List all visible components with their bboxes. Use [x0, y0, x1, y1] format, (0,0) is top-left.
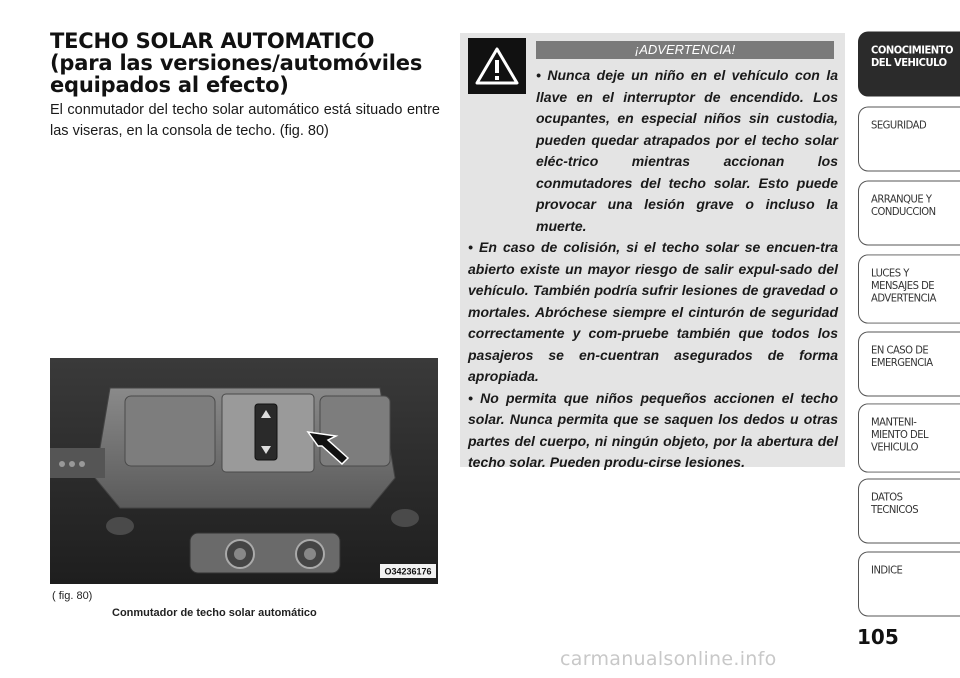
tab-seguridad[interactable]: SEGURIDAD [858, 106, 960, 171]
tab-conocimiento-del-vehiculo[interactable]: CONOCIMIENTO DEL VEHICULO [858, 31, 960, 96]
section-intro: El conmutador del techo solar automático está situado entre las viseras, en la consola de techo. (fig. 80) [50, 102, 440, 139]
tab-mantenimiento[interactable]: MANTENI- MIENTO DEL VEHICULO [858, 403, 960, 472]
figure-ref: ( fig. 80) [52, 590, 93, 602]
section-title: TECHO SOLAR AUTOMATICO (para las versiones/automóviles equipados al efecto) [50, 29, 423, 97]
tab-luces-y-mensajes[interactable]: LUCES Y MENSAJES DE ADVERTENCIA [858, 254, 960, 323]
page-number: 105 [857, 625, 899, 649]
tab-en-caso-de-emergencia[interactable]: EN CASO DE EMERGENCIA [858, 331, 960, 396]
watermark: carmanualsonline.info [560, 648, 777, 670]
warning-bullet: • Nunca deje un niño en el vehículo con la llave en el interruptor de encendido. Los ocupantes, en especial niños sin custodia, pueden quedar atrapados por el techo solar eléc-trico mientras accionan los conmutadores del techo solar. Esto puede provocar una lesión grave o incluso la muerte. [536, 67, 838, 234]
warning-bullet: • No permita que niños pequeños accionen el techo solar. Nunca permita que se saquen los dedos u otras partes del cuerpo, ni ningún objeto, por la abertura del techo solar. Pueden produ-cirse lesiones. [468, 389, 838, 470]
warning-bullet: • En caso de colisión, si el techo solar se encuen-tra abierto existe un mayor riesgo de salir expul-sado del vehículo. También podría sufrir lesiones de gravedad o mortales. Abróchese siempre el cinturón de seguridad correctamente y com-pruebe también que todos los pasajeros se en-cuentran asegurados de forma apropiada. [468, 239, 838, 384]
warning-text [468, 65, 838, 474]
figure-sunroof-switch [50, 358, 438, 584]
tab-datos-tecnicos[interactable]: DATOS TECNICOS [858, 478, 960, 543]
warning-header: ¡ADVERTENCIA! [536, 41, 834, 59]
sunroof-console-illustration [50, 358, 438, 584]
figure-caption: Conmutador de techo solar automático [112, 607, 317, 619]
tab-indice[interactable]: INDICE [858, 551, 960, 616]
tab-arranque-y-conduccion[interactable]: ARRANQUE Y CONDUCCION [858, 180, 960, 245]
figure-code: O34236176 [384, 566, 432, 577]
chapter-tabs [858, 33, 960, 623]
